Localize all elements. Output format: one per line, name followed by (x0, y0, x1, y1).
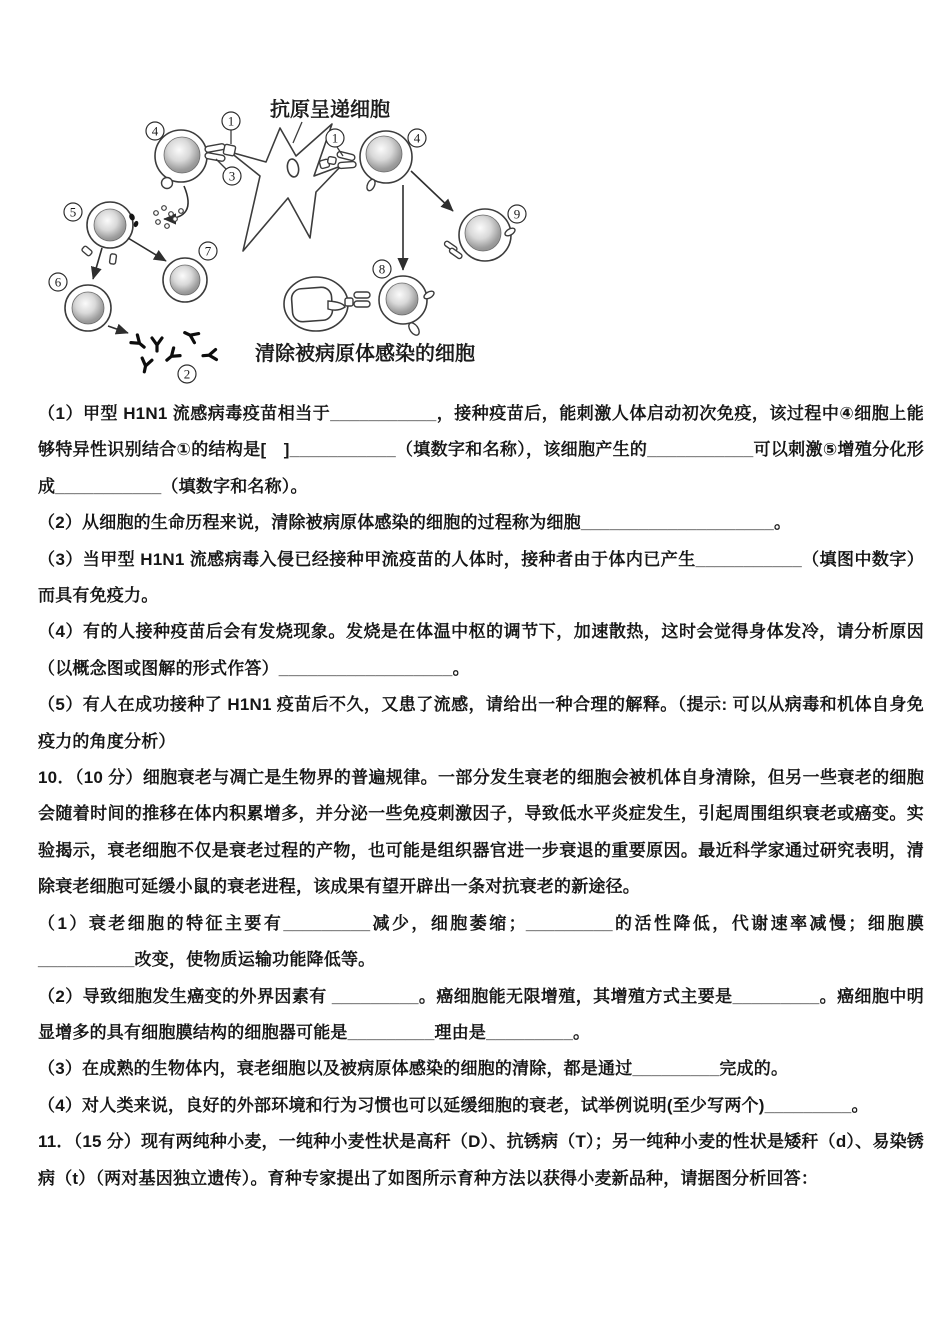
b-cell (81, 202, 139, 264)
question-9-sub1: （1）甲型 H1N1 流感病毒疫苗相当于___________，接种疫苗后，能刺激人体启动初次免疫，该过程中④细胞上能够特异性识别结合①的结构是[ ]___________（填数字和名称），该细胞产生的___________可以刺激⑤增殖分化形成___________（填数字和名称）。 (38, 404, 924, 496)
arrow-5-to-7 (128, 238, 166, 261)
svg-text:9: 9 (513, 206, 521, 222)
infected-target-cell (284, 277, 348, 331)
antibody-cluster (131, 328, 216, 373)
badge-4-left (146, 122, 164, 140)
cell-nub (365, 178, 376, 192)
mhc-antigen-complex (223, 144, 236, 156)
svg-text:1: 1 (331, 130, 339, 146)
question-10-sub2: （2）导致细胞发生癌变的外界因素有 _________。癌细胞能无限增殖，其增殖方式主要是_________。癌细胞中明显增多的具有细胞膜结构的细胞器可能是_________理由是_________。 (38, 986, 924, 1042)
badge-1-left (222, 112, 240, 144)
svg-text:4: 4 (413, 130, 421, 146)
question-10-intro: 10．（10 分）细胞衰老与凋亡是生物界的普遍规律。一部分发生衰老的细胞会被机体自身清除，但另一些衰老的细胞会随着时间的推移在体内积累增多，并分泌一些免疫刺激因子，导致低水平炎症发生，引起周围组织衰老或癌变。实验揭示，衰老细胞不仅是衰老过程的产物，也可能是组织器官进一步衰退的重要原因。最近科学家通过研究表明，清除衰老细胞可延缓小鼠的衰老进程，该成果有望开辟出一条对抗衰老的新途径。 (38, 768, 924, 897)
svg-text:1: 1 (227, 113, 235, 129)
badge-5 (64, 203, 82, 221)
badge-4-right (408, 129, 426, 147)
question-text-block (38, 396, 924, 1197)
question-9-sub5: （5）有人在成功接种了 H1N1 疫苗后不久，又患了流感，请给出一种合理的解释。（提示: 可以从病毒和机体自身免疫力的角度分析） (38, 695, 924, 751)
svg-text:3: 3 (228, 168, 236, 184)
target-nucleus (291, 287, 333, 323)
clear-infected-cells-label: 清除被病原体感染的细胞 (255, 343, 475, 365)
cell-nub (162, 178, 173, 189)
effector-cell-9 (444, 209, 517, 261)
svg-text:5: 5 (69, 204, 77, 220)
memory-cell (163, 258, 207, 302)
svg-text:7: 7 (204, 243, 212, 259)
svg-text:6: 6 (54, 274, 62, 290)
arrow-6-to-antibody (108, 326, 128, 333)
immune-diagram-svg (40, 86, 560, 398)
apc-label: 抗原呈递细胞 (270, 99, 390, 121)
badge-6 (49, 273, 67, 291)
badge-3 (216, 159, 241, 185)
cytotoxic-cell-8 (379, 276, 435, 337)
receptor-mark (133, 220, 139, 228)
plasma-cell (65, 285, 111, 331)
question-10-sub3: （3）在成熟的生物体内，衰老细胞以及被病原体感染的细胞的清除，都是通过_________完成的。 (38, 1059, 789, 1079)
badge-9 (508, 205, 526, 223)
apc-label-pointer (293, 122, 302, 143)
badge-8 (373, 260, 391, 278)
svg-text:2: 2 (183, 366, 191, 382)
badge-2 (178, 365, 196, 383)
svg-text:8: 8 (378, 261, 386, 277)
immune-response-diagram (40, 86, 560, 398)
apc-body (230, 124, 341, 251)
question-9-sub3: （3）当甲型 H1N1 流感病毒入侵已经接种甲流疫苗的人体时，接种者由于体内已产生___________（填图中数字）而具有免疫力。 (38, 549, 924, 606)
arrow-4-to-9 (411, 171, 453, 211)
svg-text:4: 4 (151, 123, 159, 139)
target-receptor-link (345, 292, 370, 307)
badge-7 (199, 242, 217, 260)
cytokine-secretion-arrow (164, 186, 188, 219)
question-11-intro: 11．（15 分）现有两纯种小麦，一纯种小麦性状是高秆（D）、抗锈病（T）；另一纯种小麦的性状是矮秆（d）、易染锈病（t）（两对基因独立遗传）。育种专家提出了如图所示育种方法以获得小麦新品种，请据图分析回答： (38, 1132, 924, 1188)
question-10-sub1: （1）衰老细胞的特征主要有_________减少，细胞萎缩；_________的活性降低，代谢速率减慢；细胞膜__________改变，使物质运输功能降低等。 (38, 913, 924, 970)
arrow-5-to-6 (93, 248, 102, 279)
question-9-sub4: （4）有的人接种疫苗后会有发烧现象。发烧是在体温中枢的调节下，加速散热，这时会觉得身体发冷，请分析原因（以概念图或图解的形式作答）__________________。 (38, 622, 924, 678)
question-10-sub4: （4）对人类来说，良好的外部环境和行为习惯也可以延缓细胞的衰老，试举例说明(至少写两个)_________。 (38, 1095, 869, 1115)
question-9-sub2: （2）从细胞的生命历程来说，清除被病原体感染的细胞的过程称为细胞____________________。 (38, 513, 792, 533)
